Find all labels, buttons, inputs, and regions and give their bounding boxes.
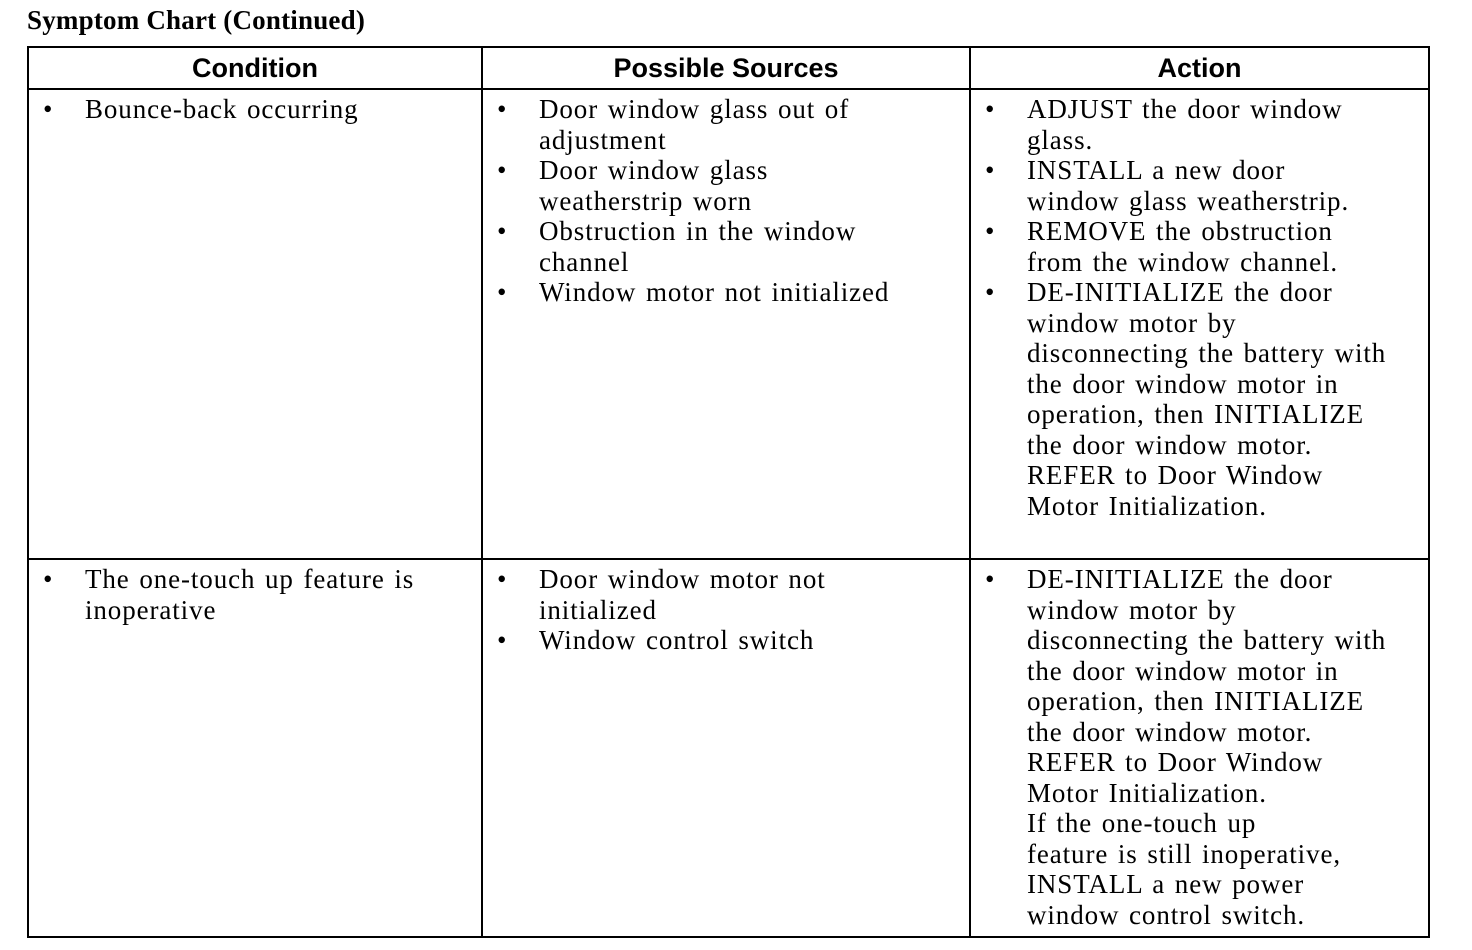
bullet-icon: • bbox=[985, 216, 996, 246]
bullet-icon: • bbox=[497, 94, 508, 124]
list-item bbox=[29, 94, 481, 125]
action-cell bbox=[970, 559, 1429, 937]
bullet-icon: • bbox=[985, 155, 996, 185]
action-text: REMOVE the obstruction from the window channel. bbox=[1027, 216, 1339, 277]
source-text: Obstruction in the window channel bbox=[539, 216, 857, 277]
bullet-icon: • bbox=[43, 564, 54, 594]
bullet-icon: • bbox=[985, 564, 996, 594]
list-item bbox=[483, 625, 969, 656]
list-item bbox=[971, 216, 1428, 277]
list-item bbox=[483, 564, 969, 625]
bullet-icon: • bbox=[497, 216, 508, 246]
list-item bbox=[29, 564, 481, 625]
bullet-icon: • bbox=[985, 277, 996, 307]
condition-text: The one-touch up feature is inoperative bbox=[85, 564, 415, 625]
condition-list bbox=[29, 94, 481, 125]
source-text: Window motor not initialized bbox=[539, 277, 890, 307]
sources-cell bbox=[482, 559, 970, 937]
list-item bbox=[971, 564, 1428, 808]
action-text: DE-INITIALIZE the door window motor by disconnecting the battery with the door window motor in operation, then INITIALIZE the door window motor. REFER to Door Window Motor Initialization. bbox=[1027, 564, 1387, 808]
list-item bbox=[483, 155, 969, 216]
list-item bbox=[483, 216, 969, 277]
condition-list bbox=[29, 564, 481, 625]
bullet-icon: • bbox=[497, 564, 508, 594]
header-row bbox=[28, 47, 1429, 89]
action-list bbox=[971, 564, 1428, 808]
bullet-icon: • bbox=[985, 94, 996, 124]
sources-list bbox=[483, 564, 969, 656]
header-action: Action bbox=[970, 47, 1429, 89]
sources-cell bbox=[482, 89, 970, 559]
list-item bbox=[483, 94, 969, 155]
bullet-icon: • bbox=[43, 94, 54, 124]
source-text: Door window glass weatherstrip worn bbox=[539, 155, 769, 216]
action-text: INSTALL a new door window glass weatherstrip. bbox=[1027, 155, 1350, 216]
condition-cell bbox=[28, 89, 482, 559]
list-item bbox=[971, 155, 1428, 216]
table-row bbox=[28, 89, 1429, 559]
action-text: DE-INITIALIZE the door window motor by disconnecting the battery with the door window motor in operation, then INITIALIZE the door window motor. REFER to Door Window Motor Initialization. bbox=[1027, 277, 1387, 521]
action-note: If the one-touch up feature is still inoperative, INSTALL a new power window control switch. bbox=[1027, 808, 1342, 930]
symptom-table bbox=[27, 46, 1430, 938]
condition-text: Bounce-back occurring bbox=[85, 94, 359, 124]
header-possible-sources: Possible Sources bbox=[482, 47, 970, 89]
source-text: Door window motor not initialized bbox=[539, 564, 826, 625]
source-text: Door window glass out of adjustment bbox=[539, 94, 850, 155]
list-item bbox=[971, 277, 1428, 521]
header-condition: Condition bbox=[28, 47, 482, 89]
list-item bbox=[971, 94, 1428, 155]
source-text: Window control switch bbox=[539, 625, 815, 655]
action-cell bbox=[970, 89, 1429, 559]
action-text: ADJUST the door window glass. bbox=[1027, 94, 1343, 155]
bullet-icon: • bbox=[497, 277, 508, 307]
page-title: Symptom Chart (Continued) bbox=[27, 5, 366, 35]
condition-cell bbox=[28, 559, 482, 937]
bullet-icon: • bbox=[497, 625, 508, 655]
action-list bbox=[971, 94, 1428, 521]
table-row bbox=[28, 559, 1429, 937]
bullet-icon: • bbox=[497, 155, 508, 185]
sources-list bbox=[483, 94, 969, 308]
list-item bbox=[483, 277, 969, 308]
